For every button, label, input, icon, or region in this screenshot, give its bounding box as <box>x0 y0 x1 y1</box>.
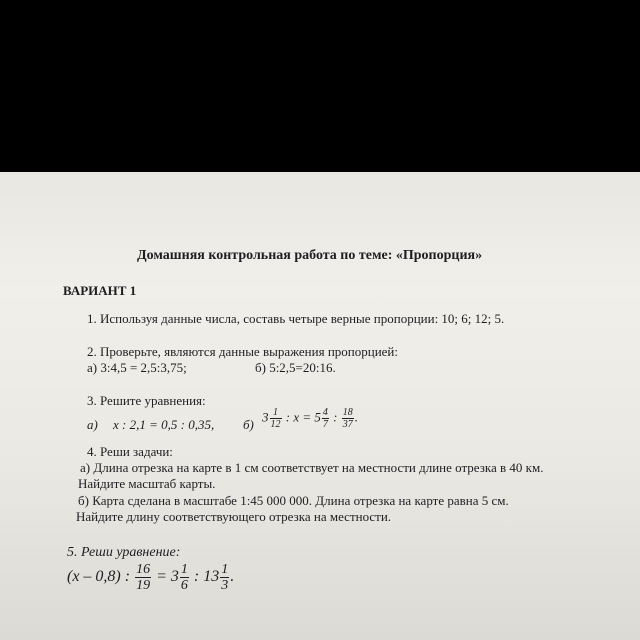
worksheet-paper <box>0 172 640 640</box>
task-2-text: 2. Проверьте, являются данные выражения пропорцией: <box>87 344 398 359</box>
fraction-denominator: 37 <box>342 419 353 430</box>
fraction-numerator: 18 <box>342 407 353 418</box>
fraction <box>220 562 229 593</box>
equation-part: (x – 0,8) : <box>67 568 135 586</box>
fraction-numerator: 1 <box>221 562 229 577</box>
fraction <box>180 562 189 593</box>
fraction-numerator: 16 <box>136 562 151 577</box>
task-4a-line-1: а) Длина отрезка на карте в 1 см соответствует на местности длине отрезка в 40 км. <box>80 460 544 475</box>
fraction-denominator: 19 <box>136 578 151 593</box>
task-4-heading: 4. Реши задачи: <box>87 444 173 459</box>
equation-part: = 3 <box>152 568 179 586</box>
task-4b-line-2: Найдите длину соответствующего отрезка на местности. <box>76 509 392 524</box>
worksheet-title: Домашняя контрольная работа по теме: «Пропорция» <box>137 248 483 263</box>
equation-part: : <box>329 409 341 425</box>
equation-part: : x = 5 <box>282 409 321 425</box>
task-5-heading: 5. Реши уравнение: <box>67 545 181 560</box>
equation-part: : 13 <box>189 568 220 586</box>
fraction-denominator: 7 <box>322 419 328 430</box>
task-4a-line-2: Найдите масштаб карты. <box>78 476 216 491</box>
task-4b-line-1: б) Карта сделана в масштабе 1:45 000 000. Длина отрезка на карте равна 5 см. <box>78 493 509 508</box>
task-3a-label: а) <box>87 417 98 432</box>
fraction <box>135 562 151 593</box>
task-3-heading: 3. Решите уравнения: <box>87 393 206 408</box>
variant-heading: ВАРИАНТ 1 <box>63 283 137 298</box>
fraction-numerator: 4 <box>322 407 328 418</box>
fraction <box>342 407 354 430</box>
task-3b-label: б) <box>243 417 254 432</box>
task-3a-equation: x : 2,1 = 0,5 : 0,35, <box>113 417 215 432</box>
fraction <box>322 407 329 430</box>
fraction-numerator: 1 <box>273 407 278 418</box>
fraction <box>270 407 282 430</box>
equation-part: . <box>354 409 358 425</box>
task-2b-expression: б) 5:2,5=20:16. <box>255 360 336 375</box>
task-2a-expression: а) 3:4,5 = 2,5:3,75; <box>87 360 187 375</box>
whole-part: 3 <box>262 409 269 425</box>
task-3b-equation <box>262 407 358 430</box>
fraction-denominator: 12 <box>270 419 281 430</box>
task-5-equation <box>67 562 234 593</box>
fraction-numerator: 1 <box>180 562 188 577</box>
equation-part: . <box>230 568 235 586</box>
task-1-text: 1. Используя данные числа, составь четыре верные пропорции: 10; 6; 12; 5. <box>87 311 505 326</box>
fraction-denominator: 6 <box>180 578 188 593</box>
fraction-denominator: 3 <box>221 578 229 593</box>
